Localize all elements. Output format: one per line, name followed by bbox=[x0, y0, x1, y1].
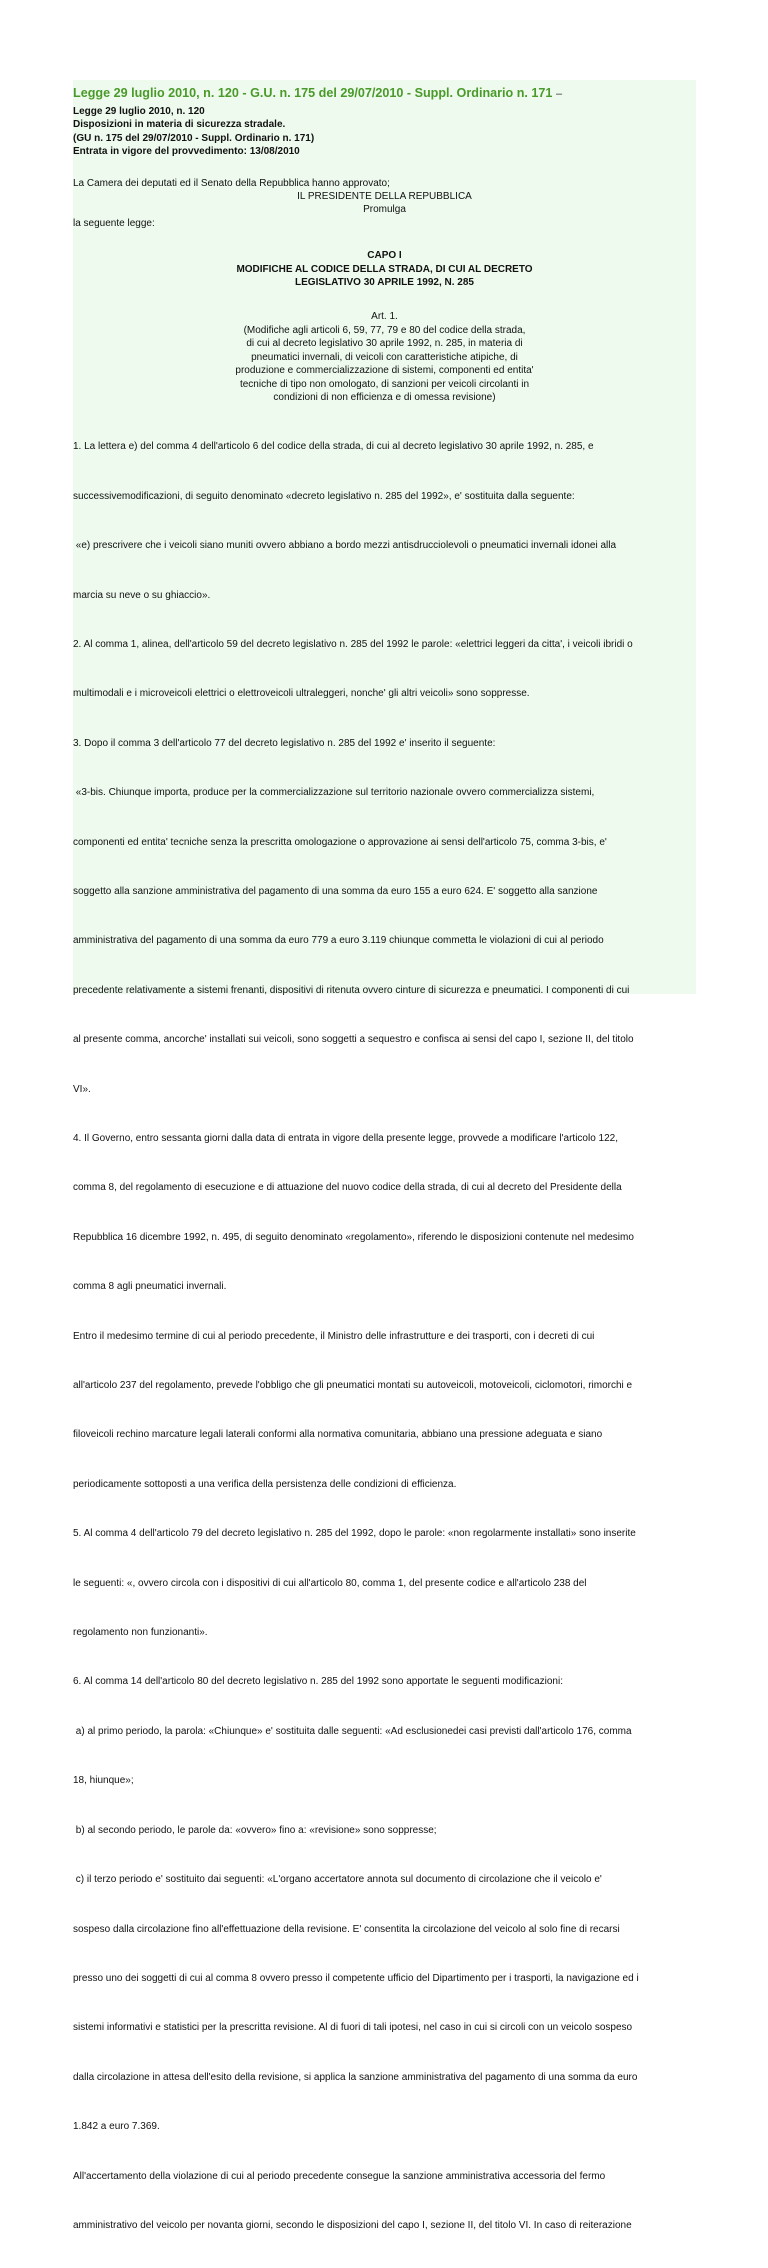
body-line: 1. La lettera e) del comma 4 dell'articolo 6 del codice della strada, di cui al decreto legislativo 30 aprile 1992, n. 285, e bbox=[73, 441, 594, 453]
meta-law: Legge 29 luglio 2010, n. 120 bbox=[73, 106, 205, 117]
body-line: b) al secondo periodo, le parole da: «ovvero» fino a: «revisione» sono soppresse; bbox=[73, 1824, 437, 1836]
body-line: presso uno dei soggetti di cui al comma 8 ovvero presso il competente ufficio del Dipartimento per i trasporti, la navigazione ed i bbox=[73, 1972, 639, 1984]
article-heading-line: di cui al decreto legislativo 30 aprile 1992, n. 285, in materia di bbox=[246, 338, 523, 350]
body-line: 6. Al comma 14 dell'articolo 80 del decreto legislativo n. 285 del 1992 sono apportate le seguenti modificazioni: bbox=[73, 1676, 563, 1688]
body-line: precedente relativamente a sistemi frenanti, dispositivi di ritenuta ovvero cinture di sicurezza e pneumatici. I componenti di cui bbox=[73, 984, 630, 996]
title-text: Legge 29 luglio 2010, n. 120 - G.U. n. 175 del 29/07/2010 - Suppl. Ordinario n. 171 bbox=[73, 86, 553, 100]
preamble bbox=[73, 177, 696, 231]
preamble-presidente: IL PRESIDENTE DELLA REPUBBLICA bbox=[297, 191, 472, 203]
article-body bbox=[73, 404, 696, 2268]
body-line: soggetto alla sanzione amministrativa del pagamento di una somma da euro 155 a euro 624. E' soggetto alla sanzione bbox=[73, 885, 598, 897]
body-line: all'articolo 237 del regolamento, prevede l'obbligo che gli pneumatici montati su autoveicoli, motoveicoli, ciclomotori, rimorchi e bbox=[73, 1380, 633, 1392]
body-line: «e) prescrivere che i veicoli siano muniti ovvero abbiano a bordo mezzi antisdrucciolevoli o pneumatici invernali idonei alla bbox=[73, 540, 617, 552]
article-heading-line: produzione e commercializzazione di sistemi, componenti ed entita' bbox=[235, 365, 534, 377]
body-line: 2. Al comma 1, alinea, dell'articolo 59 del decreto legislativo n. 285 del 1992 le parole: «elettrici leggeri da citta', i veicoli ibridi o bbox=[73, 638, 633, 650]
body-line: a) al primo periodo, la parola: «Chiunque» e' sostituita dalle seguenti: «Ad esclusionedei casi previsti dall'articolo 176, comma bbox=[73, 1725, 632, 1737]
article-heading-line: (Modifiche agli articoli 6, 59, 77, 79 e 80 del codice della strada, bbox=[243, 324, 526, 336]
body-line: Entro il medesimo termine di cui al periodo precedente, il Ministro delle infrastrutture e dei trasporti, con i decreti di cui bbox=[73, 1330, 595, 1342]
document-page bbox=[73, 80, 696, 2231]
body-line: componenti ed entita' tecniche senza la prescritta omologazione o approvazione ai sensi dell'articolo 75, comma 3-bis, e' bbox=[73, 836, 607, 848]
body-line: successivemodificazioni, di seguito denominato «decreto legislativo n. 285 del 1992», e' sostituita dalla seguente: bbox=[73, 490, 575, 502]
body-line: Repubblica 16 dicembre 1992, n. 495, di seguito denominato «regolamento», riferendo le disposizioni contenute nel medesimo bbox=[73, 1231, 634, 1243]
body-line: le seguenti: «, ovvero circola con i dispositivi di cui all'articolo 80, comma 1, del presente codice e all'articolo 238 del bbox=[73, 1577, 587, 1589]
body-line: 5. Al comma 4 dell'articolo 79 del decreto legislativo n. 285 del 1992, dopo le parole: «non regolarmente installati» sono inserite bbox=[73, 1528, 636, 1540]
title-dash: – bbox=[555, 88, 563, 100]
body-line: 1.842 a euro 7.369. bbox=[73, 2121, 160, 2133]
article-heading-line: pneumatici invernali, di veicoli con caratteristiche atipiche, di bbox=[251, 351, 518, 363]
document-title bbox=[73, 85, 696, 103]
body-line: comma 8 agli pneumatici invernali. bbox=[73, 1281, 227, 1293]
body-line: c) il terzo periodo e' sostituito dai seguenti: «L'organo accertatore annota sul documento di circolazione che il veicolo e' bbox=[73, 1874, 602, 1886]
body-line: filoveicoli rechino marcature legali laterali conformi alla normativa comunitaria, abbiano una pressione adeguata e siano bbox=[73, 1429, 603, 1441]
body-line: 4. Il Governo, entro sessanta giorni dalla data di entrata in vigore della presente legge, provvede a modificare l'articolo 122, bbox=[73, 1133, 619, 1144]
capo-title-line-1: MODIFICHE AL CODICE DELLA STRADA, DI CUI AL DECRETO bbox=[236, 263, 533, 275]
capo-title-line-2: LEGISLATIVO 30 APRILE 1992, N. 285 bbox=[295, 277, 474, 289]
capo-heading bbox=[73, 249, 696, 289]
body-line: dalla circolazione in attesa dell'esito della revisione, si applica la sanzione amministrativa del pagamento di una somma da euro bbox=[73, 2071, 638, 2083]
body-line: All'accertamento della violazione di cui al periodo precedente consegue la sanzione amministrativa accessoria del fermo bbox=[73, 2170, 606, 2182]
body-line: amministrativo del veicolo per novanta giorni, secondo le disposizioni del capo I, sezione II, del titolo VI. In caso di reiterazione bbox=[73, 2219, 632, 2231]
body-line: comma 8, del regolamento di esecuzione e di attuazione del nuovo codice della strada, di cui al decreto del Presidente della bbox=[73, 1182, 622, 1194]
body-line: 3. Dopo il comma 3 dell'articolo 77 del decreto legislativo n. 285 del 1992 e' inserito il seguente: bbox=[73, 737, 496, 749]
capo-number: CAPO I bbox=[367, 250, 402, 262]
body-line: regolamento non funzionanti». bbox=[73, 1627, 208, 1639]
body-line: sistemi informativi e statistici per la prescritta revisione. Al di fuori di tali ipotesi, nel caso in cui si circoli con un veicolo sospeso bbox=[73, 2022, 633, 2034]
body-line: multimodali e i microveicoli elettrici o elettroveicoli ultraleggeri, nonche' gli altri veicoli» sono soppresse. bbox=[73, 688, 530, 700]
preamble-promulga: Promulga bbox=[363, 204, 406, 216]
article-heading bbox=[73, 310, 696, 404]
meta-entry-into-force: Entrata in vigore del provvedimento: 13/08/2010 bbox=[73, 146, 300, 158]
preamble-approvato: La Camera dei deputati ed il Senato della Repubblica hanno approvato; bbox=[73, 177, 390, 189]
article-number: Art. 1. bbox=[371, 311, 398, 323]
body-line: sospeso dalla circolazione fino all'effettuazione della revisione. E' consentita la circolazione del veicolo al solo fine di recarsi bbox=[73, 1923, 620, 1935]
preamble-legge: la seguente legge: bbox=[73, 217, 155, 229]
meta-block bbox=[73, 105, 696, 159]
body-line: 18, hiunque»; bbox=[73, 1775, 134, 1787]
meta-gazette: (GU n. 175 del 29/07/2010 - Suppl. Ordinario n. 171) bbox=[73, 132, 315, 144]
body-line: «3-bis. Chiunque importa, produce per la commercializzazione sul territorio nazionale ovvero commercializza sistemi, bbox=[73, 787, 595, 799]
article-heading-line: condizioni di non efficienza e di omessa revisione) bbox=[273, 391, 496, 403]
meta-subject: Disposizioni in materia di sicurezza stradale. bbox=[73, 119, 286, 131]
body-line: al presente comma, ancorche' installati sui veicoli, sono soggetti a sequestro e confisca ai sensi del capo I, sezione II, del titolo bbox=[73, 1034, 634, 1046]
body-line: marcia su neve o su ghiaccio». bbox=[73, 589, 211, 601]
body-line: VI». bbox=[73, 1083, 91, 1095]
article-heading-line: tecniche di tipo non omologato, di sanzioni per veicoli circolanti in bbox=[239, 378, 530, 390]
body-line: periodicamente sottoposti a una verifica della persistenza delle condizioni di efficienza. bbox=[73, 1478, 457, 1490]
body-line: amministrativa del pagamento di una somma da euro 779 a euro 3.119 chiunque commetta le violazioni di cui al periodo bbox=[73, 935, 604, 947]
